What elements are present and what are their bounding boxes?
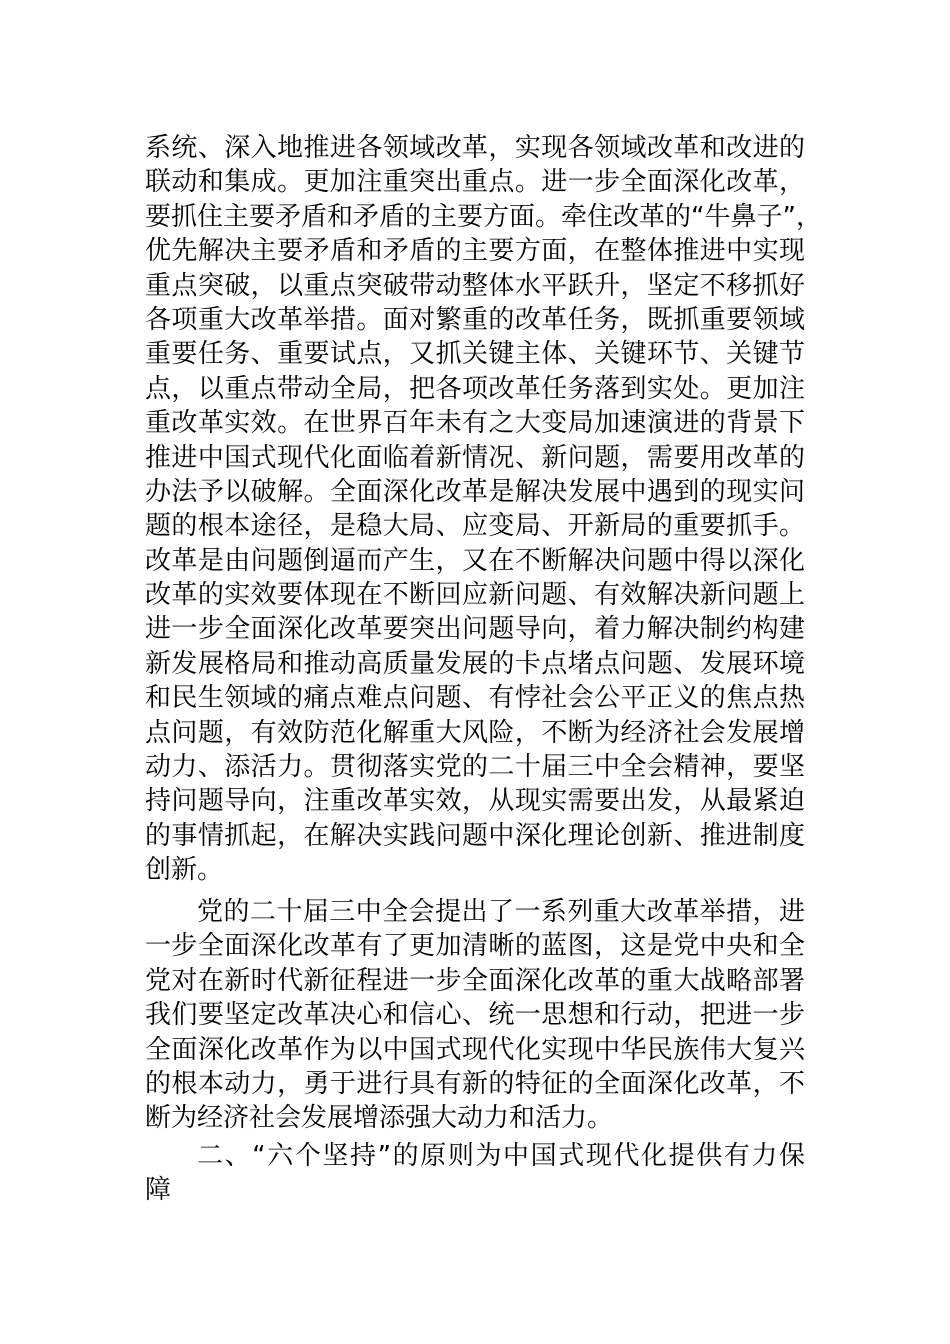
text-line: 系统、深入地推进各领域改革，实现各领域改革和改进的 — [145, 133, 805, 163]
text-line: 创新。 — [145, 855, 224, 886]
text-line: 联动和集成。更加注重突出重点。进一步全面深化改革， — [145, 167, 805, 198]
text-line: 的根本动力，勇于进行具有新的特征的全面深化改革，不 — [145, 1068, 805, 1099]
text-line: 和民生领域的痛点难点问题、有悖社会公平正义的焦点热 — [145, 683, 805, 714]
paragraph-2 — [145, 895, 805, 1136]
text-line: 全面深化改革作为以中国式现代化实现中华民族伟大复兴 — [145, 1034, 805, 1065]
heading-line: 障 — [145, 1175, 172, 1206]
text-line: 我们要坚定改革决心和信心、统一思想和行动，把进一步 — [145, 1000, 805, 1031]
text-line: 优先解决主要矛盾和矛盾的主要方面，在整体推进中实现 — [145, 236, 805, 267]
text-line: 办法予以破解。全面深化改革是解决发展中遇到的现实问 — [145, 476, 805, 507]
text-line: 改革的实效要体现在不断回应新问题、有效解决新问题上 — [145, 580, 805, 611]
text-line: 的事情抓起，在解决实践问题中深化理论创新、推进制度 — [145, 820, 805, 851]
text-line: 党的二十届三中全会提出了一系列重大改革举措，进 — [197, 897, 805, 927]
text-line: 要抓住主要矛盾和矛盾的主要方面。牵住改革的“牛鼻子”， — [145, 201, 822, 232]
text-line: 断为经济社会发展增添强大动力和活力。 — [145, 1103, 614, 1134]
text-line: 新发展格局和推动高质量发展的卡点堵点问题、发展环境 — [145, 648, 805, 679]
text-line: 持问题导向，注重改革实效，从现实需要出发，从最紧迫 — [145, 786, 805, 817]
text-line: 重改革实效。在世界百年未有之大变局加速演进的背景下 — [145, 408, 805, 439]
section-heading — [145, 1139, 805, 1208]
text-line: 点，以重点带动全局，把各项改革任务落到实处。更加注 — [145, 373, 805, 404]
text-line: 重点突破，以重点突破带动整体水平跃升，坚定不移抓好 — [145, 270, 805, 301]
text-line: 点问题，有效防范化解重大风险，不断为经济社会发展增 — [145, 717, 805, 748]
text-line: 党对在新时代新征程进一步全面深化改革的重大战略部署 — [145, 965, 805, 996]
text-line: 一步全面深化改革有了更加清晰的蓝图，这是党中央和全 — [145, 931, 805, 962]
paragraph-1 — [145, 131, 822, 888]
text-line: 各项重大改革举措。面对繁重的改革任务，既抓重要领域 — [145, 304, 805, 335]
text-line: 重要任务、重要试点，又抓关键主体、关键环节、关键节 — [145, 339, 805, 370]
text-line: 改革是由问题倒逼而产生，又在不断解决问题中得以深化 — [145, 545, 805, 576]
text-line: 动力、添活力。贯彻落实党的二十届三中全会精神，要坚 — [145, 752, 805, 783]
heading-line: 二、“六个坚持”的原则为中国式现代化提供有力保 — [197, 1141, 805, 1171]
text-line: 题的根本途径，是稳大局、应变局、开新局的重要抓手。 — [145, 511, 805, 542]
text-line: 推进中国式现代化面临着新情况、新问题，需要用改革的 — [145, 442, 805, 473]
text-line: 进一步全面深化改革要突出问题导向，着力解决制约构建 — [145, 614, 805, 645]
